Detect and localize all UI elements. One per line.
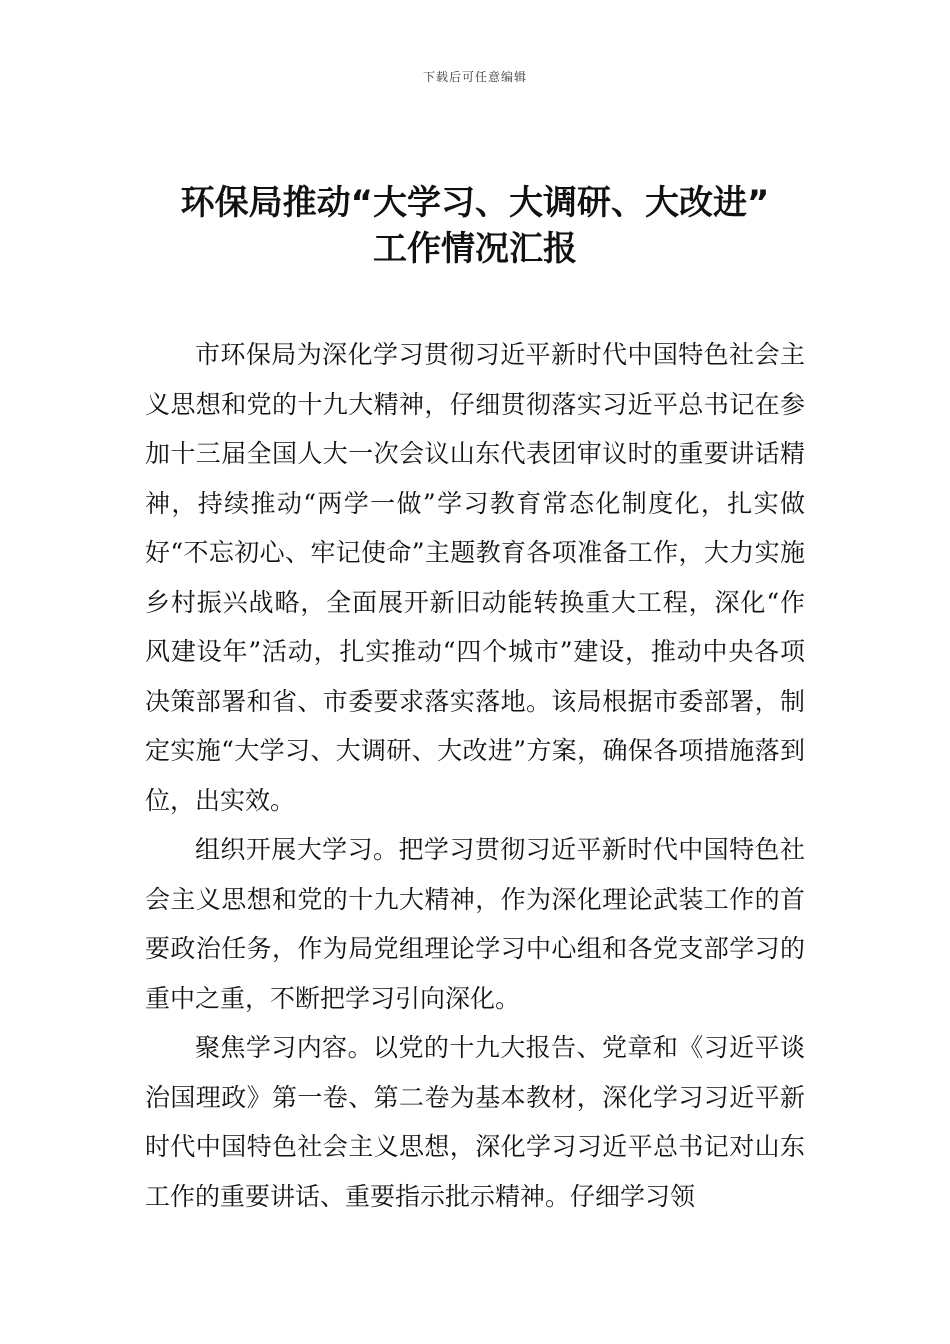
paragraph-study-content: 聚焦学习内容。以党的十九大报告、党章和《习近平谈治国理政》第一卷、第二卷为基本教材，深化学习习近平新时代中国特色社会主义思想，深化学习习近平总书记对山东工作的重要讲话、重要指示批示精神。仔细学习领: [145, 1033, 805, 1211]
paragraph-organize-study: 组织开展大学习。把学习贯彻习近平新时代中国特色社会主义思想和党的十九大精神，作为深化理论武装工作的首要政治任务，作为局党组理论学习中心组和各党支部学习的重中之重，不断把学习引向深化。: [145, 835, 805, 1013]
title-line-1: 环保局推动“大学习、大调研、大改进”: [180, 183, 770, 223]
header-note: 下载后可任意编辑: [422, 70, 527, 84]
document-body: [145, 330, 805, 1221]
title-line-2: 工作情况汇报: [373, 229, 577, 269]
document-title: [100, 180, 850, 272]
paragraph-intro: 市环保局为深化学习贯彻习近平新时代中国特色社会主义思想和党的十九大精神，仔细贯彻落实习近平总书记在参加十三届全国人大一次会议山东代表团审议时的重要讲话精神，持续推动“两学一做”学习教育常态化制度化，扎实做好“不忘初心、牢记使命”主题教育各项准备工作，大力实施乡村振兴战略，全面展开新旧动能转换重大工程，深化“作风建设年”活动，扎实推动“四个城市”建设，推动中央各项决策部署和省、市委要求落实落地。该局根据市委部署，制定实施“大学习、大调研、大改进”方案，确保各项措施落到位，出实效。: [145, 340, 805, 815]
